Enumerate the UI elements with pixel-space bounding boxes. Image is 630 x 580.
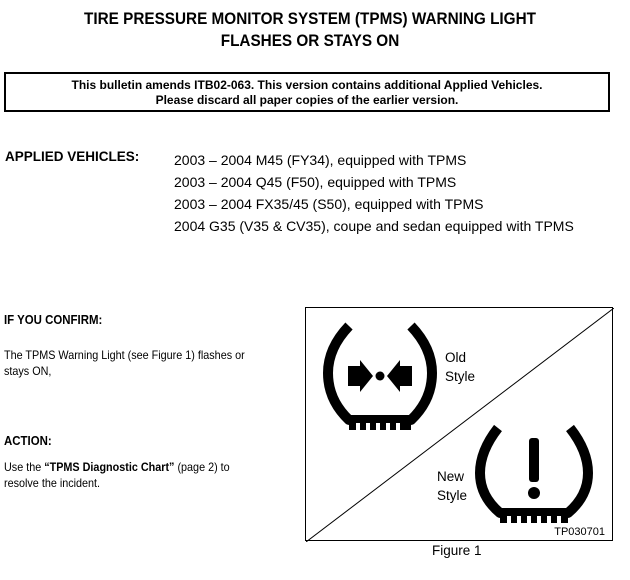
- new-style-label: [437, 467, 467, 505]
- action-heading: ACTION:: [4, 433, 52, 448]
- confirm-line-1: The TPMS Warning Light (see Figure 1) flashes or: [4, 348, 245, 362]
- old-style-label: [445, 348, 475, 386]
- bulletin-title: [31, 8, 589, 52]
- tpms-new-style-icon: [480, 428, 588, 523]
- action-line-1: [4, 459, 274, 475]
- vehicle-item: 2003 – 2004 FX35/45 (S50), equipped with TPMS: [174, 196, 484, 212]
- figure-1: [305, 307, 613, 541]
- diagnostic-chart-reference: “TPMS Diagnostic Chart”: [44, 460, 175, 474]
- tpms-old-style-icon: [328, 326, 432, 430]
- old-style-line-2: Style: [445, 369, 476, 384]
- figure-graphic: [306, 308, 614, 542]
- vehicle-item: 2003 – 2004 Q45 (F50), equipped with TPMS: [174, 174, 457, 190]
- new-style-line-1: New: [437, 469, 465, 484]
- amendment-notice: [4, 72, 610, 112]
- new-style-line-2: Style: [437, 488, 468, 503]
- vehicle-item: 2003 – 2004 M45 (FY34), equipped with TPMS: [174, 152, 467, 168]
- confirm-text: [4, 347, 274, 379]
- figure-caption: Figure 1: [432, 543, 482, 558]
- applied-vehicles-label: APPLIED VEHICLES:: [5, 149, 140, 164]
- notice-line-2: Please discard all paper copies of the earlier version.: [155, 93, 459, 107]
- title-line-1: TIRE PRESSURE MONITOR SYSTEM (TPMS) WARNING LIGHT: [84, 9, 536, 28]
- title-line-2: FLASHES OR STAYS ON: [220, 31, 400, 50]
- action-suffix: (page 2) to: [174, 460, 230, 474]
- action-prefix: Use the: [4, 460, 45, 474]
- figure-code: TP030701: [554, 526, 605, 538]
- confirm-heading: IF YOU CONFIRM:: [4, 312, 103, 327]
- notice-line-1: This bulletin amends ITB02-063. This version contains additional Applied Vehicles.: [71, 78, 543, 92]
- confirm-line-2: stays ON,: [4, 364, 52, 378]
- action-text: [4, 459, 274, 491]
- applied-vehicles-list: [174, 149, 574, 237]
- vehicle-item: 2004 G35 (V35 & CV35), coupe and sedan equipped with TPMS: [174, 218, 574, 234]
- action-line-2: resolve the incident.: [4, 476, 101, 490]
- old-style-line-1: Old: [445, 350, 467, 365]
